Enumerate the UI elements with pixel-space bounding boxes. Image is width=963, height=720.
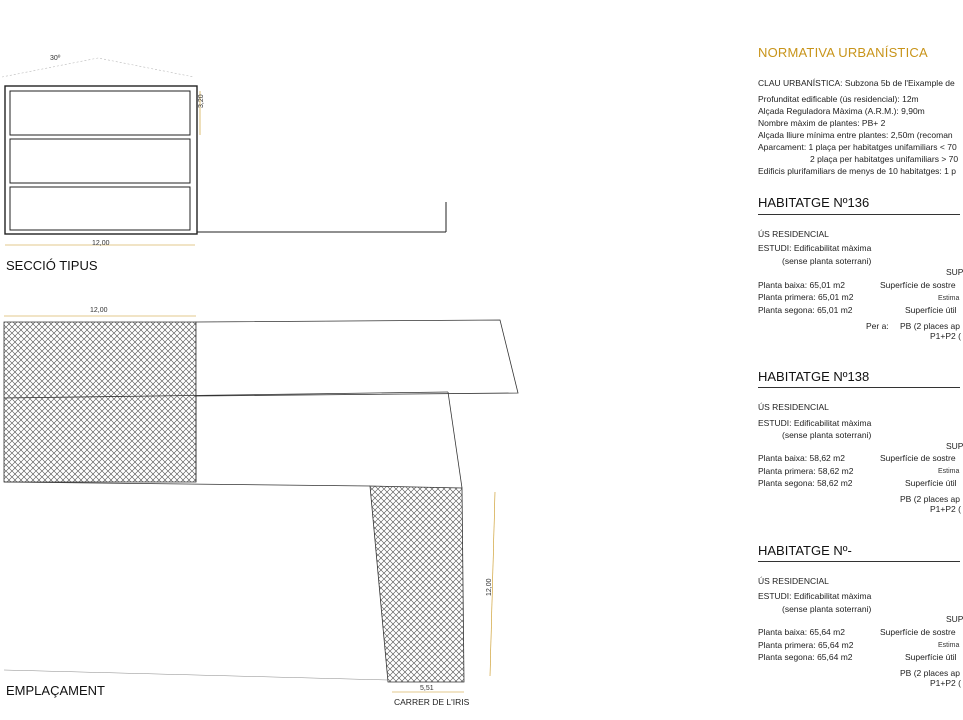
parking-line: PB (2 places ap <box>900 494 961 504</box>
house-study-note: (sense planta soterrani) <box>782 604 872 614</box>
useful-area-label: Superfície útil <box>905 652 957 662</box>
floor-area: Planta segona: 58,62 m2 <box>758 478 853 488</box>
parking-line: PB (2 places ap <box>900 321 961 331</box>
site-depth-label: 12,00 <box>486 578 493 596</box>
parking-line: P1+P2 ( <box>930 331 961 341</box>
house-study-note: (sense planta soterrani) <box>782 430 872 440</box>
regulation-line: Alçada Reguladora Màxima (A.R.M.): 9,90m <box>758 106 925 116</box>
regulation-line: Profunditat edificable (ús residencial): 12m <box>758 94 919 104</box>
parking-line: P1+P2 ( <box>930 678 961 688</box>
col-head: SUP <box>946 614 963 624</box>
house-use: ÚS RESIDENCIAL <box>758 576 829 586</box>
house-use: ÚS RESIDENCIAL <box>758 229 829 239</box>
useful-area-label: Superfície útil <box>905 305 957 315</box>
regulation-line: Aparcament: 1 plaça per habitatges unifamiliars < 70 <box>758 142 957 152</box>
regulation-line: 2 plaça per habitatges unifamiliars > 70 <box>810 154 959 164</box>
section-outline <box>5 86 197 234</box>
built-area-label: Superfície de sostre <box>880 627 956 637</box>
useful-area-label: Superfície útil <box>905 478 957 488</box>
per-a-label: Per a: <box>866 321 889 331</box>
site-plan <box>4 316 518 692</box>
estimate-label: Estima <box>938 642 960 649</box>
divider <box>758 561 960 562</box>
estimate-label: Estima <box>938 468 960 475</box>
regulation-line: CLAU URBANÍSTICA: Subzona 5b de l'Eixample de <box>758 78 955 88</box>
street-plot-hatched <box>370 486 464 682</box>
house-study: ESTUDI: Edificabilitat màxima <box>758 418 872 428</box>
floor-area: Planta baixa: 58,62 m2 <box>758 453 845 463</box>
house-study: ESTUDI: Edificabilitat màxima <box>758 591 872 601</box>
house-title: HABITATGE Nº138 <box>758 369 870 384</box>
floor-area: Planta primera: 58,62 m2 <box>758 466 854 476</box>
built-area-label: Superfície de sostre <box>880 453 956 463</box>
built-area-label: Superfície de sostre <box>880 280 956 290</box>
regulations-title: NORMATIVA URBANÍSTICA <box>758 45 928 60</box>
floor-area: Planta segona: 65,64 m2 <box>758 652 853 662</box>
parking-line: PB (2 places ap <box>900 668 961 678</box>
regulation-line: Edificis plurifamiliars de menys de 10 habitatges: 1 p <box>758 166 956 176</box>
floor-area: Planta primera: 65,01 m2 <box>758 292 854 302</box>
regulation-line: Nombre màxim de plantes: PB+ 2 <box>758 118 886 128</box>
floor-area: Planta baixa: 65,01 m2 <box>758 280 845 290</box>
col-head: SUP <box>946 441 963 451</box>
house-title: HABITATGE Nº- <box>758 543 852 558</box>
house-use: ÚS RESIDENCIAL <box>758 402 829 412</box>
plot-136 <box>196 320 518 396</box>
col-head: SUP <box>946 267 963 277</box>
section-drawing <box>2 58 446 245</box>
floor-box-middle <box>10 139 190 183</box>
regulation-line: Alçada lliure mínima entre plantes: 2,50m (recoman <box>758 130 953 140</box>
divider <box>758 214 960 215</box>
house-study: ESTUDI: Edificabilitat màxima <box>758 243 872 253</box>
floor-box-bottom <box>10 187 190 230</box>
house-title: HABITATGE Nº136 <box>758 195 870 210</box>
parking-line: P1+P2 ( <box>930 504 961 514</box>
floor-area: Planta segona: 65,01 m2 <box>758 305 853 315</box>
site-width-dimension: 12,00 <box>90 307 108 314</box>
section-width-dimension: 12,00 <box>92 240 110 247</box>
divider <box>758 387 960 388</box>
house-study-note: (sense planta soterrani) <box>782 256 872 266</box>
floor-box-top <box>10 91 190 135</box>
estimate-label: Estima <box>938 295 960 302</box>
angle-dimension: 30º <box>50 55 61 62</box>
frontage-dimension-label: 5,51 <box>420 685 434 692</box>
neighbour-plot-hatched <box>4 322 196 482</box>
site-label: EMPLAÇAMENT <box>6 683 105 698</box>
section-label: SECCIÓ TIPUS <box>6 258 98 273</box>
floor-area: Planta baixa: 65,64 m2 <box>758 627 845 637</box>
floor-area: Planta primera: 65,64 m2 <box>758 640 854 650</box>
floor-height-dimension: 3,20 <box>198 94 205 108</box>
street-label: CARRER DE L'IRIS <box>394 697 470 707</box>
